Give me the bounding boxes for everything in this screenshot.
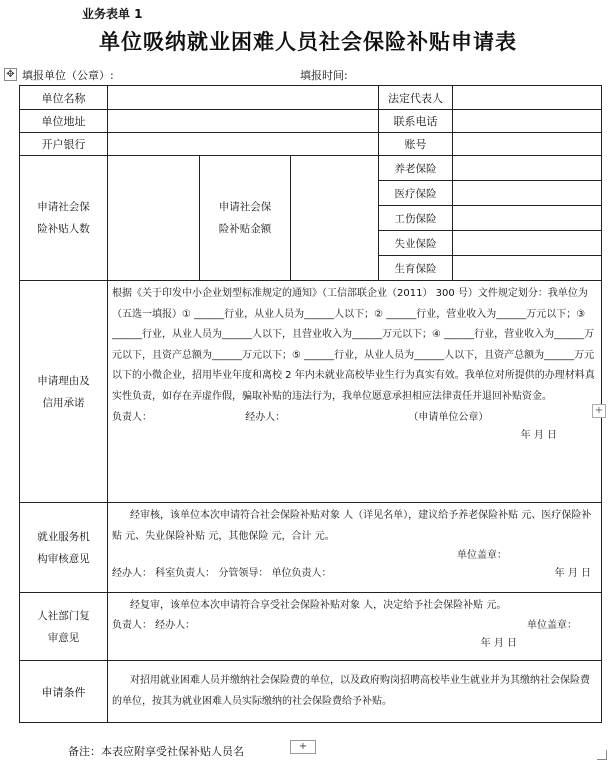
service-opinion-text: 经审核，该单位本次申请符合社会保险补贴对象 人（详见名单），建议给予养老保险补贴 元、医疗保险补贴 元、失业保险补贴 元，其他保险 元，合计 元。 xyxy=(112,510,592,542)
table-resize-handle-icon[interactable] xyxy=(597,750,607,760)
service-date: 年 月 日 xyxy=(554,568,592,579)
medical-insurance-field[interactable] xyxy=(453,181,602,206)
pension-insurance-field[interactable] xyxy=(453,156,602,181)
phone-field[interactable] xyxy=(453,110,602,133)
reason-commitment-cell[interactable] xyxy=(108,281,602,503)
maternity-insurance-field[interactable] xyxy=(453,256,602,281)
service-signers: 经办人： 科室负责人： 分管领导： 单位负责人： xyxy=(112,568,332,579)
table-move-handle-icon[interactable]: ✥ xyxy=(4,68,17,81)
reason-label: 申请理由及 信用承诺 xyxy=(20,281,108,503)
medical-insurance-label: 医疗保险 xyxy=(379,181,453,206)
note-text: 备注：本表应附享受社保补贴人员名 xyxy=(68,745,244,758)
injury-insurance-label: 工伤保险 xyxy=(379,206,453,231)
add-column-plus-icon[interactable]: + xyxy=(592,404,606,418)
fill-unit-label: 填报单位（公章）: xyxy=(22,69,114,82)
apply-count-label: 申请社会保 险补贴人数 xyxy=(20,156,108,281)
hr-opinion-text: 经复审，该单位本次申请符合享受社会保险补贴对象 人，决定给予社会保险补贴 元。 xyxy=(130,600,507,611)
apply-amount-field[interactable] xyxy=(291,156,379,281)
conditions-cell xyxy=(108,661,602,723)
hr-stamp-label: 单位盖章： xyxy=(527,619,578,631)
conditions-text: 对招用就业困难人员并缴纳社会保险费的单位，以及政府购岗招聘高校毕业生就业并为其缴纳社会保险费的单位，按其为就业困难人员实际缴纳的社会保险费给予补贴。 xyxy=(112,675,590,707)
hr-opinion-cell[interactable] xyxy=(108,593,602,661)
bank-label: 开户银行 xyxy=(20,133,108,156)
page-title: 单位吸纳就业困难人员社会保险补贴申请表 xyxy=(99,30,517,54)
responsible-label: 负责人： xyxy=(112,412,152,423)
legal-rep-field[interactable] xyxy=(453,86,602,110)
add-row-plus-icon[interactable]: + xyxy=(290,740,316,754)
service-stamp-label: 单位盖章： xyxy=(457,550,508,561)
reason-text: 根据《关于印发中小企业划型标准规定的通知》（工信部联企业（2011） 300 号）文件规定划分：我单位为（五选一填报）① ______行业，从业人员为______人以下；② ______行业，营业收入为______万元以下；③ ______行业，从业人员为______人以下，且营业收入为______万元以下；④ ______行业，营业收入为______万元以下，且资产总额为______万元以下；⑤ ______行业，从业人员为______人以下，且资产总额为______万元以下的小微企业，招用毕业年度和离校 2 年内未就业高校毕业生行为真实有效。我单位对所提供的办理材料真实性负责，如存在弄虚作假，骗取补贴的违法行为，我单位愿意承担相应法律责任并退回补贴资金。 xyxy=(112,288,595,402)
applicant-stamp-label: （申请单位公章） xyxy=(408,412,489,423)
handler-label: 经办人： xyxy=(245,412,286,423)
bank-field[interactable] xyxy=(108,133,379,156)
service-opinion-cell[interactable] xyxy=(108,503,602,593)
unemployment-insurance-field[interactable] xyxy=(453,231,602,256)
service-opinion-label: 就业服务机 构审核意见 xyxy=(20,503,108,593)
unit-name-label: 单位名称 xyxy=(20,86,108,110)
account-field[interactable] xyxy=(453,133,602,156)
hr-signers: 负责人： 经办人： xyxy=(112,619,196,631)
fill-time-label: 填报时间: xyxy=(300,69,348,82)
injury-insurance-field[interactable] xyxy=(453,206,602,231)
apply-amount-label: 申请社会保 险补贴金额 xyxy=(200,156,291,281)
reason-date: 年 月 日 xyxy=(520,430,558,441)
unit-address-field[interactable] xyxy=(108,110,379,133)
account-label: 账号 xyxy=(379,133,453,156)
apply-count-field[interactable] xyxy=(108,156,200,281)
unemployment-insurance-label: 失业保险 xyxy=(379,231,453,256)
legal-rep-label: 法定代表人 xyxy=(379,86,453,110)
phone-label: 联系电话 xyxy=(379,110,453,133)
unit-name-field[interactable] xyxy=(108,86,379,110)
application-form-table xyxy=(19,85,602,723)
maternity-insurance-label: 生育保险 xyxy=(379,256,453,281)
pension-insurance-label: 养老保险 xyxy=(379,156,453,181)
unit-address-label: 单位地址 xyxy=(20,110,108,133)
conditions-label: 申请条件 xyxy=(20,661,108,723)
hr-opinion-label: 人社部门复 审意见 xyxy=(20,593,108,661)
hr-date: 年 月 日 xyxy=(480,637,518,649)
form-number: 业务表单 1 xyxy=(82,7,143,21)
